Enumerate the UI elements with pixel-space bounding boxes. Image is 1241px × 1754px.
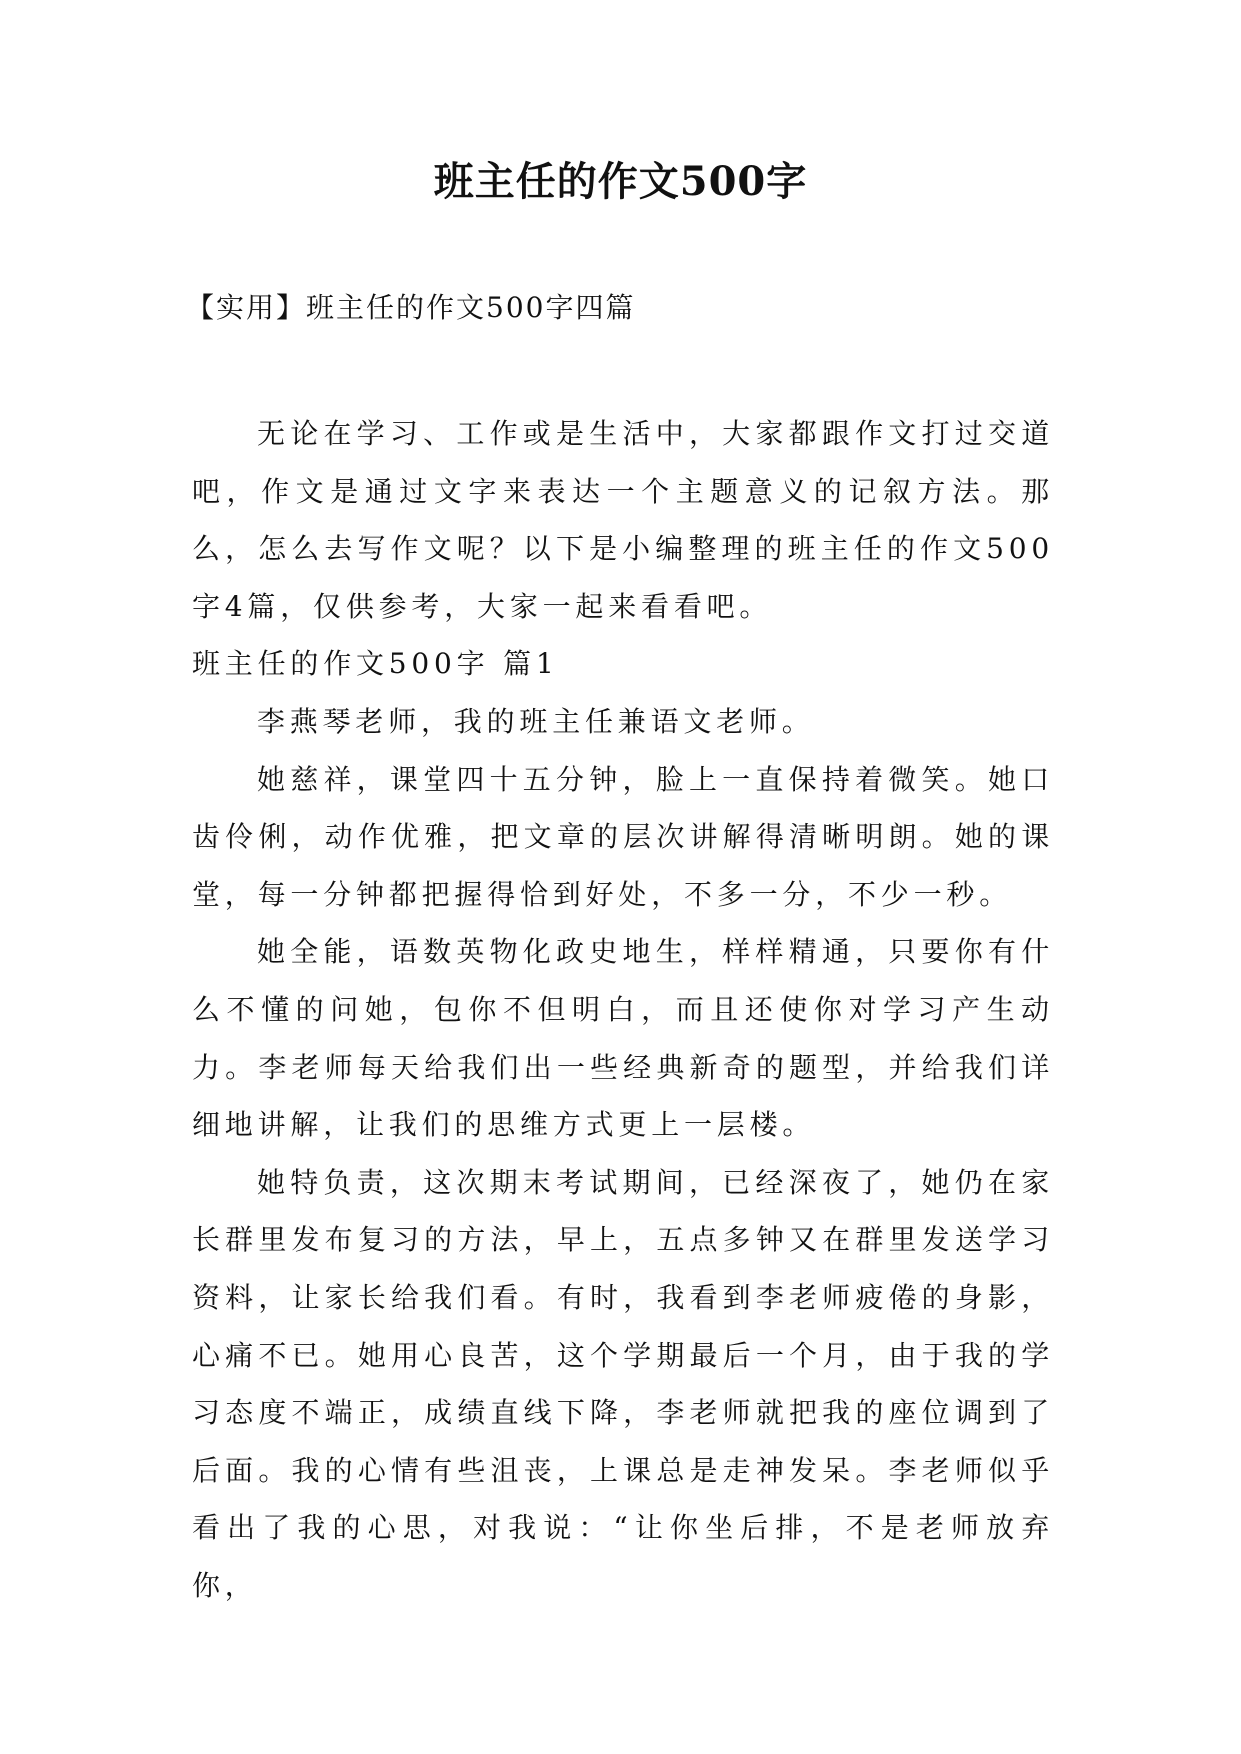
body-paragraph: 她慈祥，课堂四十五分钟，脸上一直保持着微笑。她口齿伶俐，动作优雅，把文章的层次讲解得清晰明朗。她的课堂，每一分钟都把握得恰到好处，不多一分，不少一秒。 [192,762,1054,911]
document-body [192,405,1054,1614]
body-paragraph: 李燕琴老师，我的班主任兼语文老师。 [257,704,815,738]
body-paragraph: 她全能，语数英物化政史地生，样样精通，只要你有什么不懂的问她，包你不但明白，而且还使你对学习产生动力。李老师每天给我们出一些经典新奇的题型，并给我们详细地讲解，让我们的思维方式更上一层楼。 [192,935,1054,1142]
body-paragraph: 她特负责，这次期末考试期间，已经深夜了，她仍在家长群里发布复习的方法，早上，五点多钟又在群里发送学习资料，让家长给我们看。有时，我看到李老师疲倦的身影，心痛不已。她用心良苦，这个学期最后一个月，由于我的学习态度不端正，成绩直线下降，李老师就把我的座位调到了后面。我的心情有些沮丧，上课总是走神发呆。李老师似乎看出了我的心思，对我说：“让你坐后排，不是老师放弃你， [192,1165,1054,1602]
document-title: 班主任的作文500字 [433,158,808,205]
intro-paragraph: 无论在学习、工作或是生活中，大家都跟作文打过交道吧，作文是通过文字来表达一个主题意义的记叙方法。那么，怎么去写作文呢？以下是小编整理的班主任的作文500字4篇，仅供参考，大家一起来看看吧。 [192,417,1054,623]
document-subtitle: 【实用】班主任的作文500字四篇 [186,291,636,324]
section-heading: 班主任的作文500字 篇1 [192,647,559,681]
